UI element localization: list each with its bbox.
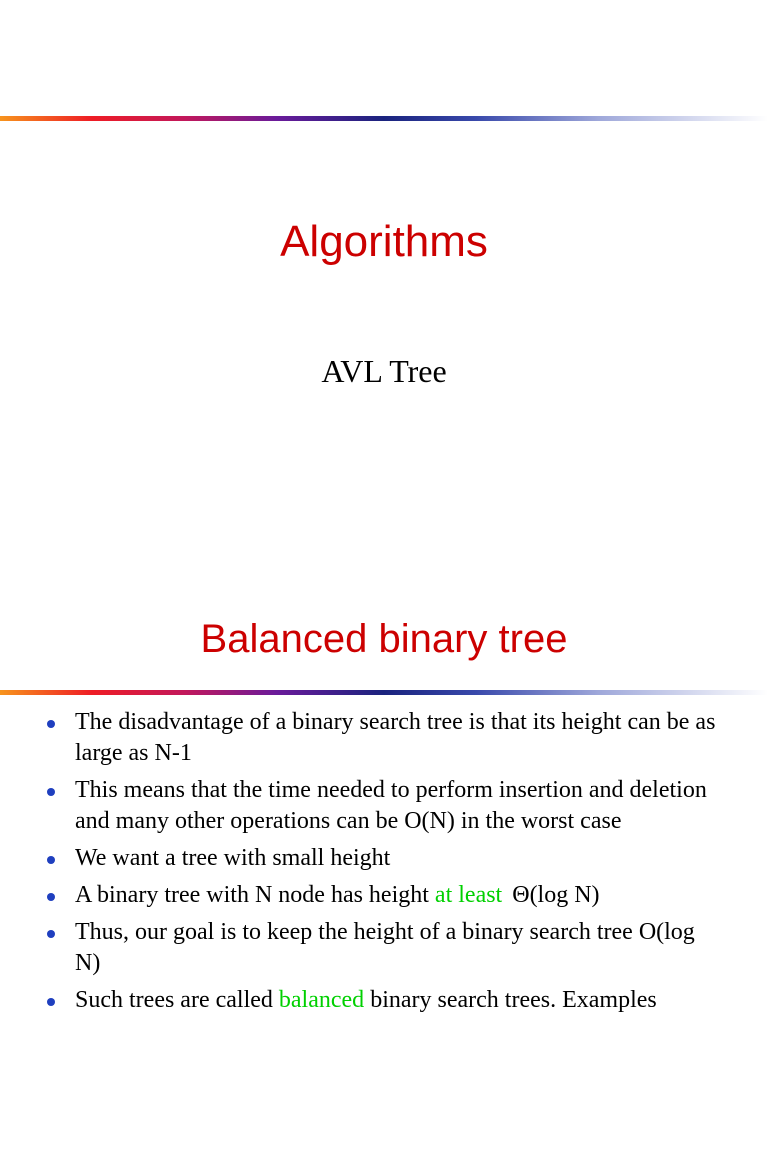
bullet-dot-icon [47, 893, 55, 901]
bullet-item [44, 917, 724, 979]
bullet-text: Thus, our goal is to keep the height of a binary search tree O(log N) [75, 919, 695, 976]
title-divider-rule [0, 690, 768, 695]
bullet-text-tail: Θ(log N) [512, 882, 600, 908]
bullet-dot-icon [47, 720, 55, 728]
bullet-item [44, 880, 724, 911]
bullet-item [44, 775, 724, 837]
bullet-item [44, 707, 724, 769]
bullet-dot-icon [47, 930, 55, 938]
bullet-item [44, 985, 724, 1016]
deck-title: Algorithms [280, 217, 488, 266]
bullet-dot-icon [47, 856, 55, 864]
slide-title: Balanced binary tree [200, 617, 568, 661]
bullet-text: Such trees are called [75, 987, 279, 1013]
bullet-highlight: at least [434, 882, 503, 908]
top-divider-rule [0, 116, 768, 121]
bullet-text-tail: binary search trees. Examples [364, 987, 657, 1013]
bullet-highlight: balanced [278, 987, 365, 1013]
bullet-dot-icon [47, 998, 55, 1006]
bullet-text: This means that the time needed to perform insertion and deletion and many other operations can be O(N) in the worst case [75, 777, 707, 834]
bullet-item [44, 843, 724, 874]
content-slide [0, 576, 768, 1152]
bullet-list [44, 707, 724, 1022]
bullet-text: We want a tree with small height [75, 845, 391, 871]
deck-subtitle: AVL Tree [321, 353, 447, 389]
bullet-dot-icon [47, 788, 55, 796]
bullet-text: A binary tree with N node has height [75, 882, 435, 908]
bullet-text: The disadvantage of a binary search tree is that its height can be as large as N-1 [75, 709, 716, 766]
